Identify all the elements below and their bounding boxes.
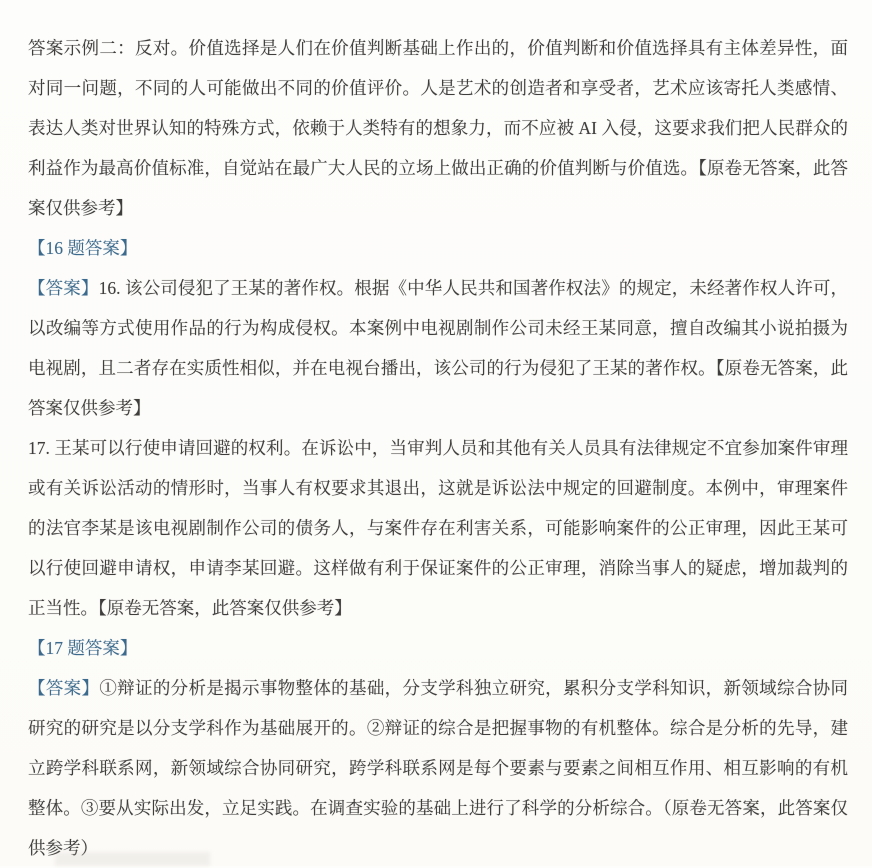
text-line xyxy=(28,188,848,228)
answer-body-text: 对同一问题，不同的人可能做出不同的价值评价。人是艺术的创造者和享受者，艺术应该寄托人类感情、 xyxy=(28,78,848,98)
text-line xyxy=(28,668,848,708)
answer-body-text: 立跨学科联系网，新领域综合协同研究，跨学科联系网是每个要素与要素之间相互作用、相互影响的有机 xyxy=(28,758,848,778)
answer-body-text: 的法官李某是该电视剧制作公司的债务人，与案件存在利害关系，可能影响案件的公正审理，因此王某可 xyxy=(28,518,848,538)
answer-body-text: 以行使回避申请权，申请李某回避。这样做有利于保证案件的公正审理，消除当事人的疑虑，增加裁判的 xyxy=(28,558,848,578)
answer-body-text: 17. 王某可以行使申请回避的权利。在诉讼中，当审判人员和其他有关人员具有法律规定不宜参加案件审理 xyxy=(28,438,848,458)
answer-body-text: 或有关诉讼活动的情形时，当事人有权要求其退出，这就是诉讼法中规定的回避制度。本例中，审理案件 xyxy=(28,478,848,498)
answer-body-text: 案仅供参考】 xyxy=(28,198,133,218)
text-line xyxy=(28,108,848,148)
text-line xyxy=(28,748,848,788)
text-line xyxy=(28,308,848,348)
text-line xyxy=(28,628,848,668)
text-line xyxy=(28,588,848,628)
text-line xyxy=(28,228,848,268)
answer-body-text: 表达人类对世界认知的特殊方式，依赖于人类特有的想象力，而不应被 AI 入侵，这要求我们把人民群众的 xyxy=(28,118,848,138)
answer-body-text: 电视剧，且二者存在实质性相似，并在电视台播出，该公司的行为侵犯了王某的著作权。【原卷无答案，此 xyxy=(28,358,848,378)
text-line xyxy=(28,348,848,388)
answer-body-text: 答案示例二：反对。价值选择是人们在价值判断基础上作出的，价值判断和价值选择具有主体差异性，面 xyxy=(28,38,848,58)
text-line xyxy=(28,468,848,508)
answer-body-text: 以改编等方式使用作品的行为构成侵权。本案例中电视剧制作公司未经王某同意，擅自改编其小说拍摄为 xyxy=(28,318,848,338)
answer-body-text: 利益作为最高价值标准，自觉站在最广大人民的立场上做出正确的价值判断与价值选。【原卷无答案，此答 xyxy=(28,158,848,178)
answer-body-text: 正当性。【原卷无答案，此答案仅供参考】 xyxy=(28,598,352,618)
text-line xyxy=(28,428,848,468)
answer-body-text: 供参考） xyxy=(28,838,98,858)
answer-text-column xyxy=(28,28,848,868)
answer-body-text: 16. 该公司侵犯了王某的著作权。根据《中华人民共和国著作权法》的规定，未经著作权人许可， xyxy=(98,278,848,298)
answer-body-text: 研究的研究是以分支学科作为基础展开的。②辩证的综合是把握事物的有机整体。综合是分析的先导，建 xyxy=(28,718,848,738)
text-line xyxy=(28,68,848,108)
answer-body-text: 答案仅供参考】 xyxy=(28,398,151,418)
answer-label-accent-text: 【17 题答案】 xyxy=(28,638,138,658)
text-line xyxy=(28,548,848,588)
text-line xyxy=(28,28,848,68)
text-line xyxy=(28,388,848,428)
text-line xyxy=(28,788,848,828)
text-line xyxy=(28,508,848,548)
text-line xyxy=(28,268,848,308)
text-line xyxy=(28,708,848,748)
answer-label-accent-text: 【答案】 xyxy=(28,278,99,298)
text-line xyxy=(28,148,848,188)
answer-body-text: ①辩证的分析是揭示事物整体的基础，分支学科独立研究，累积分支学科知识，新领域综合协同 xyxy=(99,678,848,698)
answer-label-accent-text: 【16 题答案】 xyxy=(28,238,138,258)
next-line-cutoff-artifact xyxy=(55,852,210,866)
answer-label-accent-text: 【答案】 xyxy=(28,678,100,698)
answer-body-text: 整体。③要从实际出发，立足实践。在调查实验的基础上进行了科学的分析综合。（原卷无答案，此答案仅 xyxy=(28,798,848,818)
